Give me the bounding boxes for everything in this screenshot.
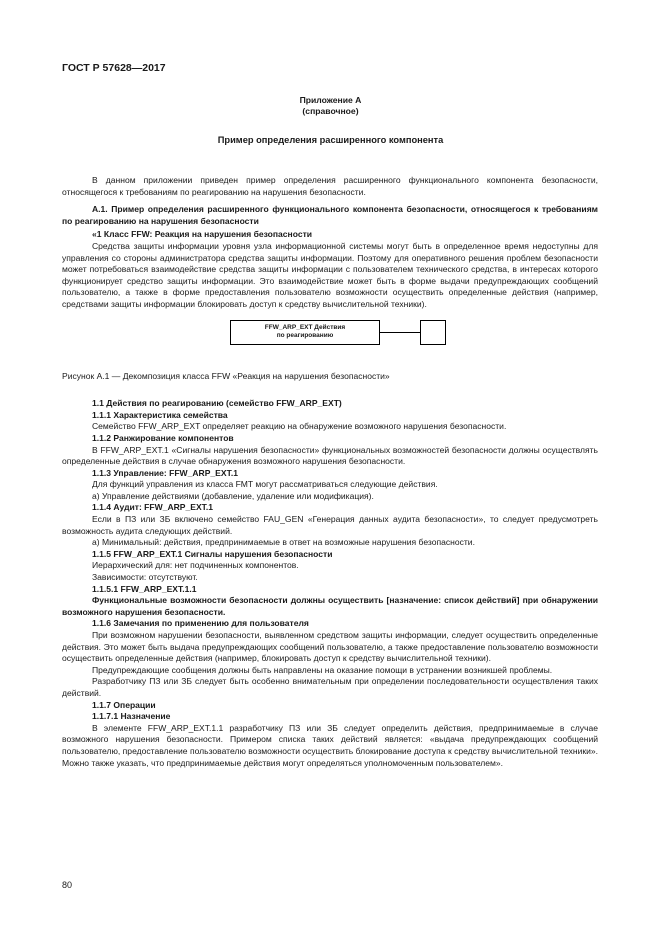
document-body [62,175,598,769]
section-1-1-5-1: 1.1.5.1 FFW_ARP_EXT.1.1 [92,583,197,594]
appendix-title: Приложение А [299,95,362,105]
section-1-1-4-item: а) Минимальный: действия, предпринимаемые в ответ на возможные нарушения безопасности. [92,537,475,548]
section-1-1-7-1-text: В элементе FFW_ARP_EXT.1.1 разработчику ПЗ или ЗБ следует определить действия, предпринимаемые в случае возможного нарушения безопасности. Примером списка таких действий является: «выдача предупреждающих сообщений пользователю, предоставление пользователю возможности осуществить блокирование доступа к средству вычислительной техники». Можно также указать, что предпринимаемые действия могут определяться уполномоченным пользователем». [62,722,598,768]
section-1-1-4-text: Если в ПЗ или ЗБ включено семейство FAU_GEN «Генерация данных аудита безопасности», то следует предусмотреть возможность аудита следующих действий. [62,514,598,536]
figure-connector [380,332,420,333]
figure-box-line2: по реагированию [276,332,334,340]
appendix-heading: Пример определения расширенного компонента [217,135,444,145]
figure-box-ffw-arp-ext [230,320,380,345]
page-number: 80 [62,880,73,890]
figure-component-box [420,320,446,345]
section-1-1-6-p2: Предупреждающие сообщения должны быть направлены на оказание помощи в устранении возникшей проблемы. [92,664,553,675]
section-1-1-5-hierarchy: Иерархический для: нет подчиненных компонентов. [92,560,299,571]
section-1-1-4: 1.1.4 Аудит: FFW_ARP_EXT.1 [92,502,214,513]
section-1-1-5-1-text: Функциональные возможности безопасности должны осуществить [назначение: список действий] при обнаружении возможного нарушения безопасности. [62,595,598,617]
figure-box-line1: FFW_ARP_EXT Действия [264,323,346,331]
figure-a1 [62,317,598,371]
figure-caption: Рисунок А.1 — Декомпозиция класса FFW «Реакция на нарушения безопасности» [62,370,390,381]
class-paragraph: Средства защиты информации уровня узла информационной системы могут быть в определенное время недоступны для управления со стороны администратора средства защиты информации. Поэтому для оперативного решения проблем безопасности может потребоваться взаимодействие средства защиты информации с пользователем технического средства, в интересах которого функционирует средство защиты информации. Это взаимодействие может быть в форме выдачи предупреждающих сообщений пользователю, а также в форме предоставления пользователю возможности осуществить определенные действия (например, средствами защиты информации блокировать доступ к средству вычислительной техники). [62,240,598,309]
standard-header: ГОСТ Р 57628—2017 [62,62,166,74]
section-1-1-5: 1.1.5 FFW_ARP_EXT.1 Сигналы нарушения безопасности [92,548,333,559]
section-1-1-6-p1: При возможном нарушении безопасности, выявленном средством защиты информации, следует осуществить определенные действия. Это может быть выдача предупреждающих сообщений пользователю, а также предоставление пользователю возможности осуществить определенные действия (например, блокировать доступ к средству вычислительной техники). [62,630,598,664]
section-1-1-7: 1.1.7 Операции [92,699,156,710]
section-1-1-6-p3: Разработчику ПЗ или ЗБ следует быть особенно внимательным при определении последовательности осуществления таких действий. [62,676,598,698]
section-1-1-1: 1.1.1 Характеристика семейства [92,409,228,420]
section-1-1-2: 1.1.2 Ранжирование компонентов [92,432,234,443]
section-1-1-3-text: Для функций управления из класса FMT могут рассматриваться следующие действия. [92,479,438,490]
section-1-1-6: 1.1.6 Замечания по применению для пользователя [92,618,309,629]
section-a1-heading: А.1. Пример определения расширенного функционального компонента безопасности, относящегося к требованиям по реагированию на нарушения безопасности [62,204,598,226]
section-1-1-3: 1.1.3 Управление: FFW_ARP_EXT.1 [92,467,238,478]
appendix-subtitle: (справочное) [302,106,359,116]
section-1-1: 1.1 Действия по реагированию (семейство FFW_ARP_EXT) [92,398,342,409]
section-1-1-3-item: а) Управление действиями (добавление, удаление или модификация). [92,490,374,501]
section-1-1-1-text: Семейство FFW_ARP_EXT определяет реакцию на обнаружение возможного нарушения безопасности. [92,421,507,432]
section-1-1-2-text: В FFW_ARP_EXT.1 «Сигналы нарушения безопасности» функциональных возможностей безопасности должны осуществлять определенные действия в случае обнаружения возможного нарушения безопасности. [62,444,598,467]
intro-paragraph: В данном приложении приведен пример определения расширенного функционального компонента безопасности, относящегося к требованиям по реагированию на нарушения безопасности. [62,175,598,197]
section-1-1-5-dependencies: Зависимости: отсутствуют. [92,572,198,583]
class-heading: «1 Класс FFW: Реакция на нарушения безопасности [92,229,313,240]
section-1-1-7-1: 1.1.7.1 Назначение [92,711,171,722]
